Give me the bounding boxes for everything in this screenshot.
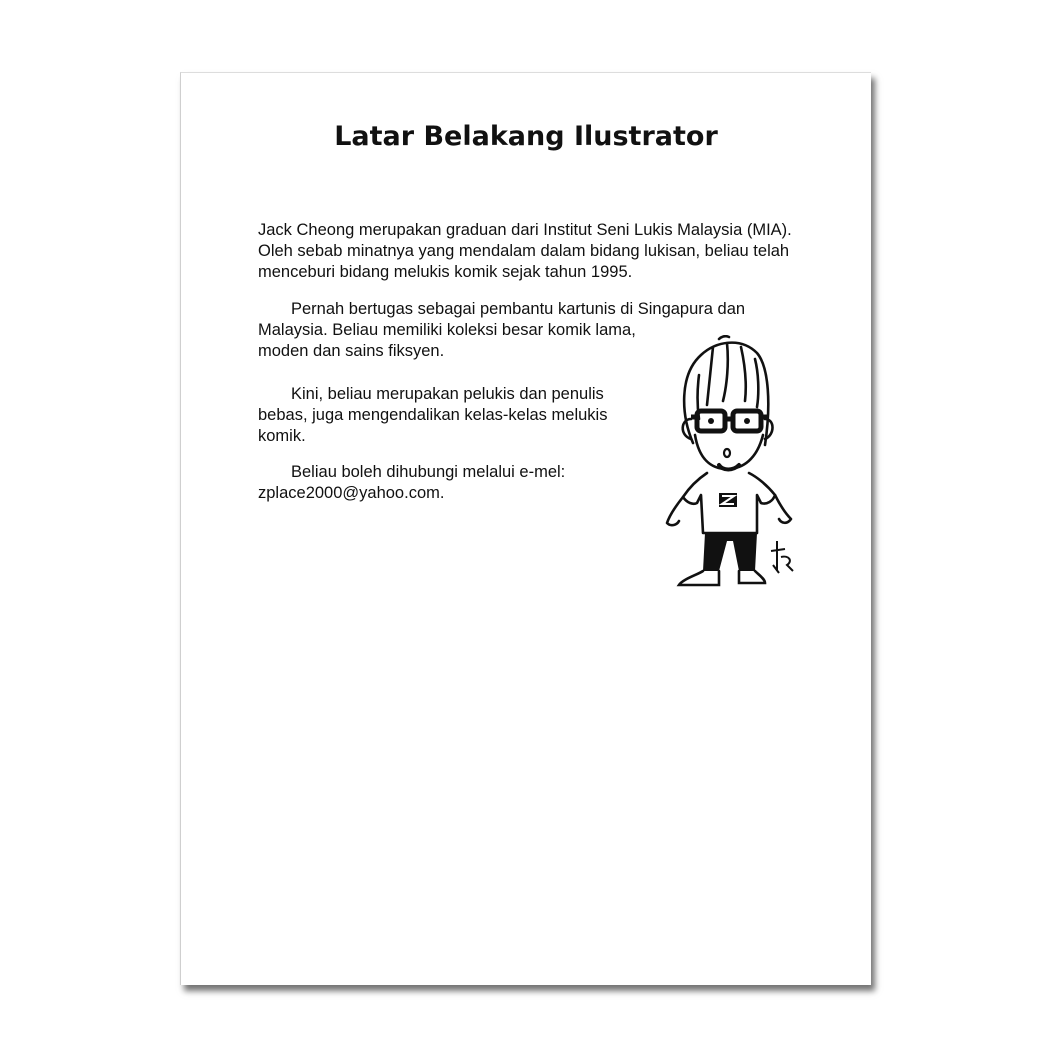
glasses	[691, 411, 767, 431]
left-eye	[708, 418, 714, 424]
left-arm	[667, 497, 683, 525]
paragraph-experience-line1	[258, 299, 820, 320]
paragraph-current-work-text: Kini, beliau merupakan pelukis dan penulis bebas, juga mengendalikan kelas-kelas melukis komik.	[258, 385, 608, 445]
mouth	[724, 449, 730, 457]
artist-signature	[771, 541, 793, 573]
right-eye	[744, 418, 750, 424]
hair-strand	[755, 359, 758, 407]
hair-strand	[741, 347, 746, 401]
right-shoe	[739, 571, 765, 583]
cartoon-illustration	[661, 335, 801, 595]
email-address: zplace2000@yahoo.com.	[258, 484, 445, 502]
left-shoe	[679, 571, 719, 585]
page-title: Latar Belakang Ilustrator	[334, 121, 718, 152]
hair-strand	[723, 343, 728, 401]
paragraph-current-work	[258, 384, 633, 447]
right-arm	[775, 495, 791, 523]
pants	[703, 533, 757, 571]
paragraph-contact-text: Beliau boleh dihubungi melalui e-mel:	[291, 463, 566, 481]
hair-strand	[707, 347, 713, 405]
paragraph-experience-rest: Malaysia. Beliau memiliki koleksi besar komik lama, moden dan sains fiksyen.	[258, 321, 636, 360]
paragraph-intro: Jack Cheong merupakan graduan dari Institut Seni Lukis Malaysia (MIA). Oleh sebab minatnya yang mendalam dalam bidang lukisan, beliau telah menceburi bidang melukis komik sejak tahun 1995.	[258, 221, 792, 281]
document-page	[180, 72, 871, 985]
paragraph-contact	[258, 462, 618, 504]
paragraph-experience-text: Pernah bertugas sebagai pembantu kartunis di Singapura dan	[291, 300, 746, 318]
hair-strand	[719, 336, 729, 339]
